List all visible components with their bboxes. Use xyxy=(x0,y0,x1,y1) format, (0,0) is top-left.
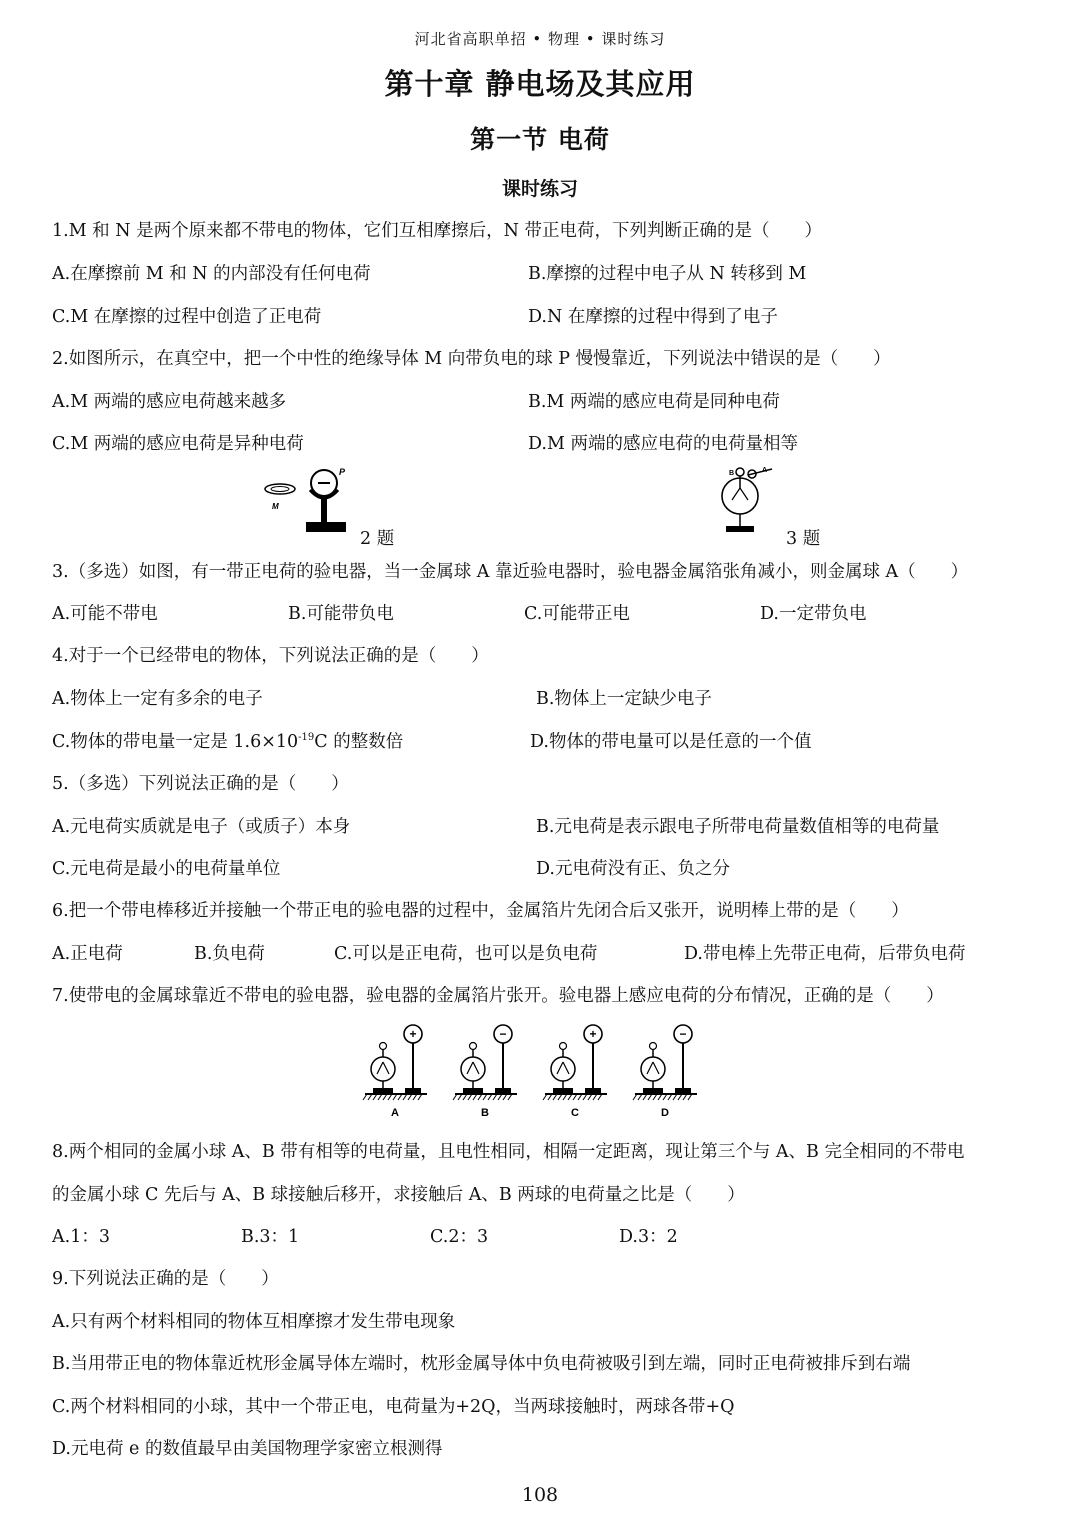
question-8-stem-line2: 的金属小球 C 先后与 A、B 球接触后移开，求接触后 A、B 两球的电荷量之比是（ ） xyxy=(52,1185,745,1205)
question-4-option-c-tail: C 的整数倍 xyxy=(314,732,404,752)
figure-q7-item-a xyxy=(363,1025,427,1119)
question-4-option-a: A.物体上一定有多余的电子 xyxy=(52,689,263,709)
question-4-option-c-text: C.物体的带电量一定是 1.6×10 xyxy=(52,732,299,752)
question-4-stem: 4.对于一个已经带电的物体，下列说法正确的是（ ） xyxy=(52,646,489,666)
figure-q7-electroscopes xyxy=(360,1022,720,1122)
question-6-option-d: D.带电棒上先带正电荷，后带负电荷 xyxy=(684,944,966,964)
question-4-option-c-exponent: -19 xyxy=(298,732,315,744)
question-2-stem: 2.如图所示，在真空中，把一个中性的绝缘导体 M 向带负电的球 P 慢慢靠近，下列说法中错误的是（ ） xyxy=(52,349,891,369)
figure-q3-electroscope xyxy=(712,462,792,542)
question-8-option-c: C.2：3 xyxy=(430,1227,489,1247)
question-2-option-c: C.M 两端的感应电荷是异种电荷 xyxy=(52,434,304,454)
question-6-stem: 6.把一个带电棒移近并接触一个带正电的验电器的过程中，金属箔片先闭合后又张开，说明棒上带的是（ ） xyxy=(52,901,909,921)
question-1-option-d: D.N 在摩擦的过程中得到了电子 xyxy=(528,307,778,327)
figure-q7-item-d xyxy=(633,1025,697,1119)
figure-q7-label-c: C xyxy=(571,1107,579,1119)
question-7-stem: 7.使带电的金属球靠近不带电的验电器，验电器的金属箔片张开。验电器上感应电荷的分布情况，正确的是（ ） xyxy=(52,986,944,1006)
figure-q7-ball-sign: − xyxy=(499,1027,507,1041)
figure-q7-label-d: D xyxy=(661,1107,669,1119)
question-2-option-d: D.M 两端的感应电荷的电荷量相等 xyxy=(528,434,798,454)
page-number: 108 xyxy=(521,1484,559,1506)
question-3-option-d: D.一定带负电 xyxy=(760,604,867,624)
question-3-option-c: C.可能带正电 xyxy=(524,604,630,624)
question-6-option-a: A.正电荷 xyxy=(52,944,123,964)
question-3-option-a: A.可能不带电 xyxy=(52,604,158,624)
question-9-option-a: A.只有两个材料相同的物体互相摩擦才发生带电现象 xyxy=(52,1312,456,1332)
question-8-option-b: B.3：1 xyxy=(241,1227,300,1247)
question-4-option-b: B.物体上一定缺少电子 xyxy=(536,689,712,709)
figure-q7-ball-sign: + xyxy=(589,1027,597,1041)
question-3-option-b: B.可能带负电 xyxy=(288,604,394,624)
figure-q7-item-c xyxy=(543,1025,607,1119)
question-5-option-a: A.元电荷实质就是电子（或质子）本身 xyxy=(52,817,351,837)
figure-q7-label-a: A xyxy=(391,1107,399,1119)
question-4-option-c xyxy=(52,728,403,753)
question-3-stem: 3.（多选）如图，有一带正电荷的验电器，当一金属球 A 靠近验电器时，验电器金属箔张角减小，则金属球 A（ ） xyxy=(52,562,969,582)
question-9-option-b: B.当用带正电的物体靠近枕形金属导体左端时，枕形金属导体中负电荷被吸引到左端，同时正电荷被排斥到右端 xyxy=(52,1354,911,1374)
figure-q2-conductor-and-ball xyxy=(262,466,372,546)
section-title: 第一节 电荷 xyxy=(470,125,610,154)
question-5-option-c: C.元电荷是最小的电荷量单位 xyxy=(52,859,281,879)
question-1-stem: 1.M 和 N 是两个原来都不带电的物体，它们互相摩擦后，N 带正电荷，下列判断正确的是（ ） xyxy=(52,221,822,241)
figure-q7-ball-sign: − xyxy=(679,1027,687,1041)
chapter-title: 第十章 静电场及其应用 xyxy=(384,67,696,101)
exercise-subtitle: 课时练习 xyxy=(501,178,578,200)
question-1-option-b: B.摩擦的过程中电子从 N 转移到 M xyxy=(528,264,807,284)
question-6-option-b: B.负电荷 xyxy=(194,944,265,964)
question-8-option-d: D.3：2 xyxy=(619,1227,678,1247)
figure-q2-caption: 2 题 xyxy=(360,529,395,549)
question-6-option-c: C.可以是正电荷，也可以是负电荷 xyxy=(334,944,598,964)
figure-q2-label-p: P xyxy=(339,467,346,477)
question-5-stem: 5.（多选）下列说法正确的是（ ） xyxy=(52,774,349,794)
question-1-option-a: A.在摩擦前 M 和 N 的内部没有任何电荷 xyxy=(52,264,371,284)
figure-q7-item-b xyxy=(453,1025,517,1119)
question-4-option-d: D.物体的带电量可以是任意的一个值 xyxy=(530,732,812,752)
question-1-option-c: C.M 在摩擦的过程中创造了正电荷 xyxy=(52,307,322,327)
figure-q3-label-b: B xyxy=(729,470,735,477)
question-8-stem-line1: 8.两个相同的金属小球 A、B 带有相等的电荷量，且电性相同，相隔一定距离，现让第三个与 A、B 完全相同的不带电 xyxy=(52,1142,965,1162)
question-8-option-a: A.1：3 xyxy=(52,1227,110,1247)
question-9-option-c: C.两个材料相同的小球，其中一个带正电，电荷量为+2Q，当两球接触时，两球各带+Q xyxy=(52,1397,735,1417)
question-2-option-a: A.M 两端的感应电荷越来越多 xyxy=(52,392,287,412)
question-2-option-b: B.M 两端的感应电荷是同种电荷 xyxy=(528,392,780,412)
figure-q7-label-b: B xyxy=(481,1107,489,1119)
question-9-option-d: D.元电荷 e 的数值最早由美国物理学家密立根测得 xyxy=(52,1439,443,1459)
figure-q7-ball-sign: + xyxy=(409,1027,417,1041)
figure-q3-caption: 3 题 xyxy=(786,529,821,549)
figure-q3-label-a: A xyxy=(762,467,768,474)
question-9-stem: 9.下列说法正确的是（ ） xyxy=(52,1269,279,1289)
question-5-option-b: B.元电荷是表示跟电子所带电荷量数值相等的电荷量 xyxy=(536,817,940,837)
running-header: 河北省高职单招 • 物理 • 课时练习 xyxy=(414,30,666,48)
figure-q2-label-m: M xyxy=(272,502,279,511)
question-5-option-d: D.元电荷没有正、负之分 xyxy=(536,859,730,879)
